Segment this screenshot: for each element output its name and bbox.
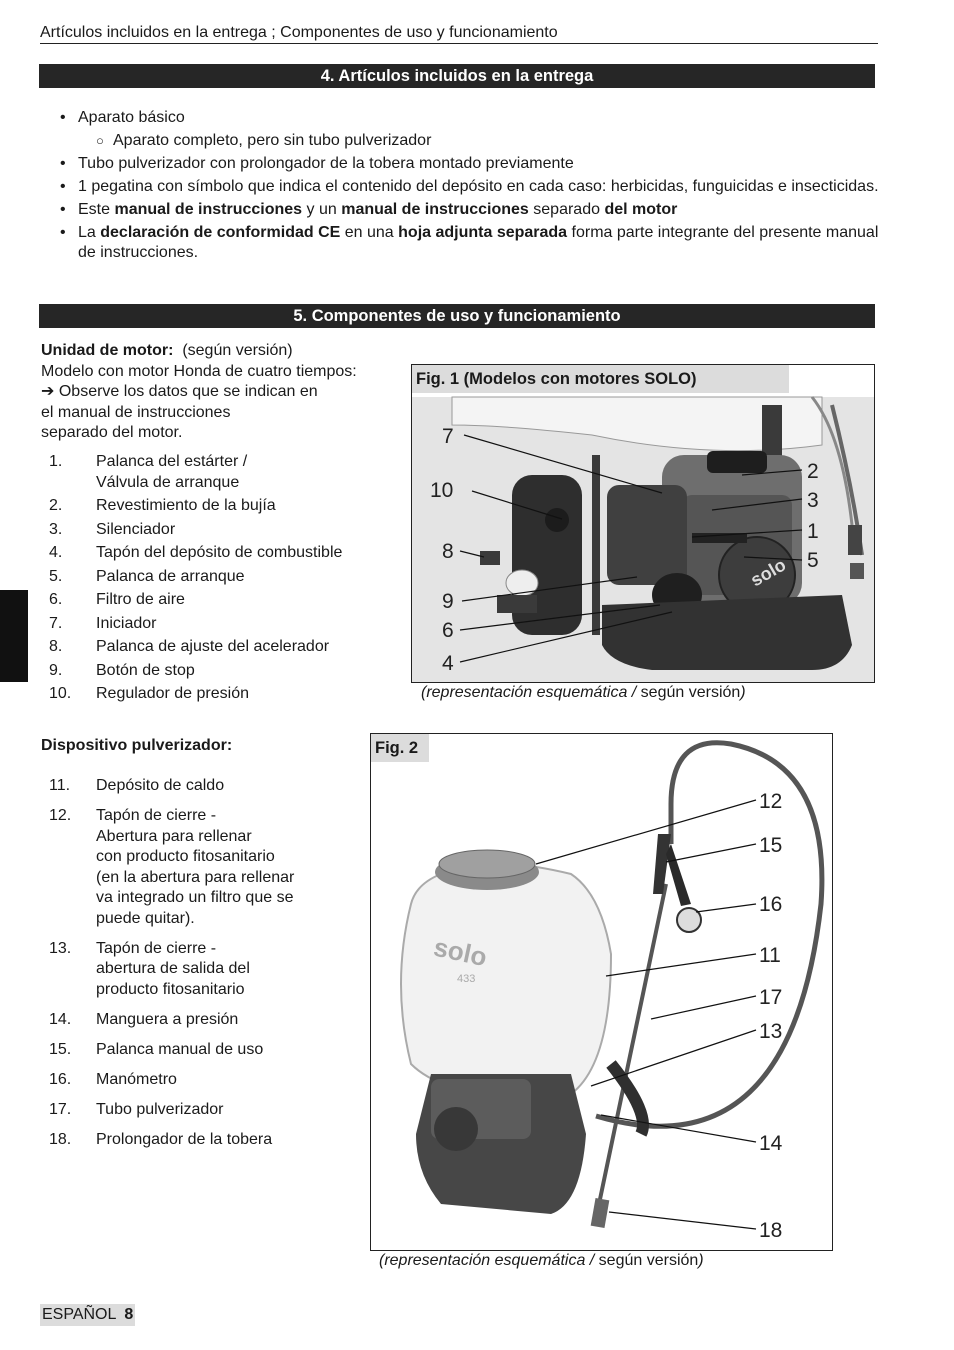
motor-heading: Unidad de motor: (según versión)	[41, 342, 293, 359]
sprayer-illustration	[371, 734, 832, 1250]
page-footer	[40, 1304, 135, 1326]
motor-note-line: separado del motor.	[41, 424, 183, 441]
page-number: 8	[124, 1306, 134, 1323]
callout-label: 9	[442, 590, 454, 613]
sprayer-parts-list	[41, 776, 371, 1160]
list-item: 4. Tapón del depósito de combustible	[49, 544, 343, 561]
callout-label: 8	[442, 540, 454, 563]
engine-illustration	[412, 365, 874, 682]
callout-label: 15	[759, 834, 783, 857]
list-item: 3. Silenciador	[49, 520, 176, 538]
callout-label: 11	[759, 944, 781, 967]
callout-label: 1	[807, 520, 819, 543]
motor-unit-block	[41, 341, 401, 444]
list-item: • 1 pegatina con símbolo que indica el contenido del depósito en cada caso: herbicidas, funguicidas e insecticidas.	[60, 178, 879, 195]
language-tab-marker	[0, 590, 28, 682]
callout-label: 13	[759, 1020, 783, 1043]
figure-2-caption: (representación esquemática / según versión)	[379, 1252, 704, 1269]
callout-label: 3	[807, 489, 819, 512]
list-item: 1. Palanca del estárter / Válvula de arranque	[49, 453, 248, 491]
delivery-items-list	[40, 108, 880, 266]
list-item: 10. Regulador de presión	[49, 685, 249, 702]
figure-1-caption: (representación esquemática / según versión)	[421, 684, 746, 701]
solo-logo: solo	[431, 931, 490, 973]
list-item: 11. Depósito de caldo	[49, 777, 225, 794]
motor-parts-list	[41, 452, 411, 708]
callout-label: 10	[430, 479, 454, 502]
bullet-icon: •	[60, 178, 66, 195]
list-item: 8. Palanca de ajuste del acelerador	[49, 638, 330, 655]
list-item: 12. Tapón de cierre - Abertura para rellenar con producto fitosanitario (en la abertura para rellenar va integrado un filtro que se puede quitar).	[49, 807, 295, 927]
callout-label: 5	[807, 549, 819, 572]
bullet-icon: •	[60, 224, 66, 241]
callout-label: 14	[759, 1132, 783, 1155]
callout-label: 17	[759, 986, 783, 1009]
sprayer-heading: Dispositivo pulverizador:	[41, 737, 233, 754]
callout-label: 18	[759, 1219, 783, 1242]
list-item: 16. Manómetro	[49, 1070, 177, 1088]
list-item: 14. Manguera a presión	[49, 1010, 239, 1028]
list-item: 7. Iniciador	[49, 614, 157, 632]
figure-2	[370, 733, 833, 1251]
footer-language: ESPAÑOL	[42, 1306, 117, 1323]
list-item: • Tubo pulverizador con prolongador de la tobera montado previamente	[60, 155, 574, 172]
list-item: 15. Palanca manual de uso	[49, 1040, 264, 1058]
list-item: 13. Tapón de cierre - abertura de salida del producto fitosanitario	[49, 939, 250, 998]
list-item: 9. Botón de stop	[49, 661, 195, 679]
running-header: Artículos incluidos en la entrega ; Componentes de uso y funcionamiento	[40, 24, 558, 41]
motor-note-line: ➔ Observe los datos que se indican en	[41, 383, 318, 400]
callout-label: 6	[442, 619, 454, 642]
list-item: • Este manual de instrucciones y un manual de instrucciones separado del motor	[60, 201, 678, 218]
callout-label: 12	[759, 790, 783, 813]
list-subitem: ○ Aparato completo, pero sin tubo pulverizador	[96, 132, 432, 149]
bullet-icon: •	[60, 155, 66, 172]
list-item: 6. Filtro de aire	[49, 591, 185, 608]
callout-label: 2	[807, 460, 819, 483]
motor-note-line: Modelo con motor Honda de cuatro tiempos:	[41, 362, 357, 380]
figure-1	[411, 364, 875, 683]
header-rule	[40, 43, 878, 44]
figure-1-title: Fig. 1 (Modelos con motores SOLO)	[412, 365, 789, 393]
list-item: 17. Tubo pulverizador	[49, 1100, 224, 1118]
list-item: 18. Prolongador de la tobera	[49, 1130, 273, 1148]
circle-bullet-icon: ○	[96, 133, 104, 148]
list-item: 2. Revestimiento de la bujía	[49, 497, 276, 514]
section-5-title: 5. Componentes de uso y funcionamiento	[39, 304, 875, 328]
callout-label: 7	[442, 425, 454, 448]
solo-logo: solo	[747, 554, 790, 591]
section-4-title: 4. Artículos incluidos en la entrega	[39, 64, 875, 88]
list-item: • La declaración de conformidad CE en una hoja adjunta separada forma parte integrante del presente manual de instrucciones.	[60, 224, 879, 261]
callout-label: 4	[442, 652, 454, 675]
bullet-icon: •	[60, 201, 66, 218]
list-item: 5. Palanca de arranque	[49, 567, 245, 585]
bullet-icon: •	[60, 109, 66, 126]
figure-2-title: Fig. 2	[371, 734, 429, 762]
list-item: • Aparato básico	[60, 109, 185, 126]
motor-note-line: el manual de instrucciones	[41, 403, 231, 421]
model-number: 433	[457, 973, 476, 985]
callout-label: 16	[759, 893, 783, 916]
